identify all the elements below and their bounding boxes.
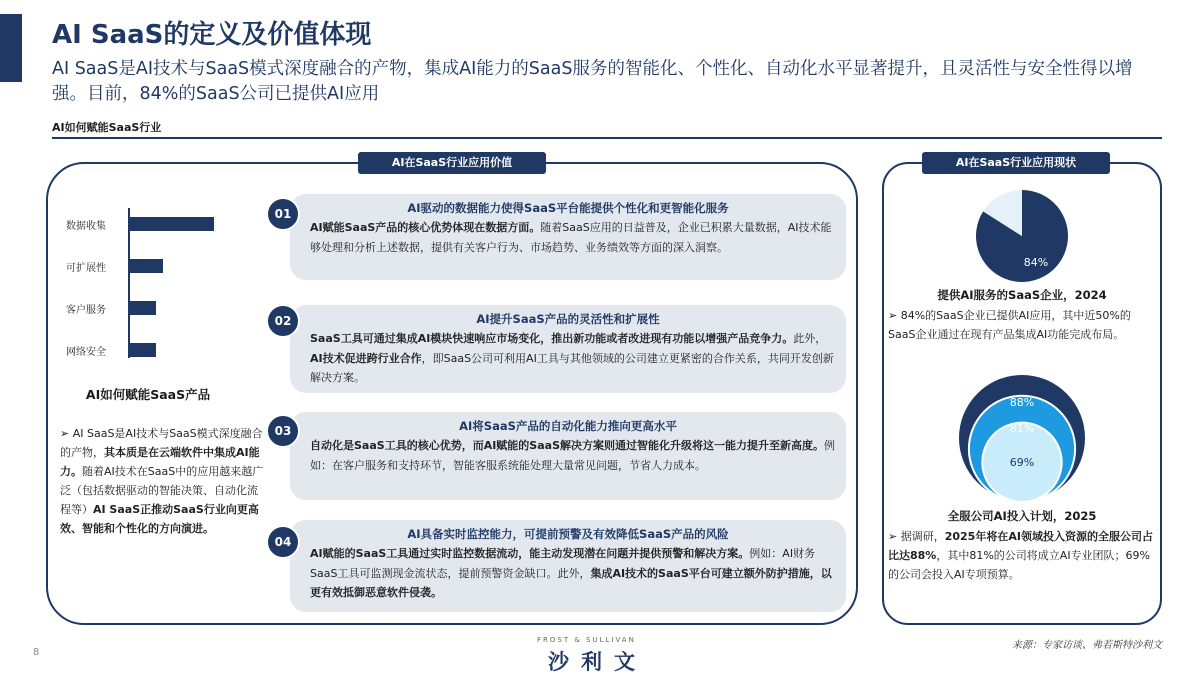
nested-circle-label: 69% xyxy=(1009,456,1035,469)
value-card-3 xyxy=(290,412,846,500)
value-card-2 xyxy=(290,305,846,393)
logo-chinese: 沙利文 xyxy=(548,650,647,674)
card-body: 自动化是SaaS工具的核心优势，而AI赋能的SaaS解决方案则通过智能化升级将这一能力提升至新高度。例如：在客户服务和支持环节，智能客服系统能处理大量常见问题，节省人力成本。 xyxy=(310,439,835,472)
card-body: AI赋能的SaaS工具通过实时监控数据流动，能主动发现潜在问题并提供预警和解决方案。例如：AI财务SaaS工具可监测现金流状态，提前预警资金缺口。此外，集成AI技术的SaaS平台可建立额外防护措施，以更有效抵御恶意软件侵袭。 xyxy=(310,547,832,599)
section-divider xyxy=(52,137,1162,139)
nested-circle-label: 88% xyxy=(1009,396,1035,409)
nested-chart-description: ➢ 据调研，2025年将在AI领域投入资源的全服公司占比达88%，其中81%的公司将成立AI专业团队；69%的公司会投入AI专项预算。 xyxy=(888,530,1153,581)
card-body: AI赋能SaaS产品的核心优势体现在数据方面。随着SaaS应用的日益普及，企业已积累大量数据，AI技术能够处理和分析上述数据，提供有关客户行为、市场趋势、业务绩效等方面的深入洞察。 xyxy=(310,221,832,254)
bar xyxy=(129,301,156,315)
nested-chart-caption: 全服公司AI投入计划，2025 xyxy=(947,509,1097,523)
pie-chart-description: ➢ 84%的SaaS企业已提供AI应用，其中近50%的SaaS企业通过在现有产品集成AI功能完成布局。 xyxy=(888,309,1131,341)
card-number-badge: 01 xyxy=(266,197,300,231)
nested-circle-label: 81% xyxy=(1009,422,1035,435)
page-number: 8 xyxy=(33,647,40,658)
page-title: AI SaaS的定义及价值体现 xyxy=(52,20,372,50)
left-panel-description: ➢ AI SaaS是AI技术与SaaS模式深度融合的产物，其本质是在云端软件中集成AI能力。随着AI技术在SaaS中的应用越来越广泛（包括数据驱动的智能决策、自动化流程等）AI SaaS正推动SaaS行业向更高效、智能和个性化的方向演进。 xyxy=(60,427,264,535)
bullet-icon: ➢ xyxy=(888,309,901,322)
card-number-badge: 02 xyxy=(266,304,300,338)
section-label: AI如何赋能SaaS行业 xyxy=(52,121,162,134)
page-subtitle: AI SaaS是AI技术与SaaS模式深度融合的产物，集成AI能力的SaaS服务的智能化、个性化、自动化水平显著提升，且灵活性与安全性得以增强。目前，84%的SaaS公司已提供AI应用 xyxy=(52,59,1133,104)
value-card-4 xyxy=(290,520,846,612)
bar-label: 数据收集 xyxy=(66,221,106,232)
bar xyxy=(129,343,156,357)
pie-slice-label: 84% xyxy=(1023,256,1049,269)
bar-chart-caption: AI如何赋能SaaS产品 xyxy=(85,387,211,402)
bar-label: 可扩展性 xyxy=(66,263,106,274)
value-card-1 xyxy=(290,194,846,280)
card-title: AI驱动的数据能力使得SaaS平台能提供个性化和更智能化服务 xyxy=(407,201,729,215)
card-title: AI将SaaS产品的自动化能力推向更高水平 xyxy=(459,419,677,433)
card-number-badge: 04 xyxy=(266,525,300,559)
card-number-badge: 03 xyxy=(266,414,300,448)
bullet-icon: ➢ xyxy=(60,427,73,440)
bar-label: 客户服务 xyxy=(66,305,106,316)
application-value-pill: AI在SaaS行业应用价值 xyxy=(358,152,546,174)
bullet-icon: ➢ xyxy=(888,530,901,543)
application-status-pill: AI在SaaS行业应用现状 xyxy=(922,152,1110,174)
bar-label: 网络安全 xyxy=(66,347,106,358)
source-note: 来源：专家访谈、弗若斯特沙利文 xyxy=(1012,640,1162,651)
ai-adoption-pie-chart xyxy=(974,188,1070,284)
pie-chart-caption: 提供AI服务的SaaS企业，2024 xyxy=(937,288,1107,302)
bar xyxy=(129,259,163,273)
card-title: AI提升SaaS产品的灵活性和扩展性 xyxy=(476,312,660,326)
logo-english: FROST & SULLIVAN xyxy=(537,636,636,644)
title-accent-bar xyxy=(0,14,22,82)
card-body: SaaS工具可通过集成AI模块快速响应市场变化，推出新功能或者改进现有功能以增强产品竞争力。此外，AI技术促进跨行业合作，即SaaS公司可利用AI工具与其他领域的公司建立更紧密的合作关系，共同开发创新解决方案。 xyxy=(310,332,834,384)
card-title: AI具备实时监控能力，可提前预警及有效降低SaaS产品的风险 xyxy=(407,527,729,541)
ai-investment-nested-circles xyxy=(956,372,1088,504)
bar xyxy=(129,217,214,231)
